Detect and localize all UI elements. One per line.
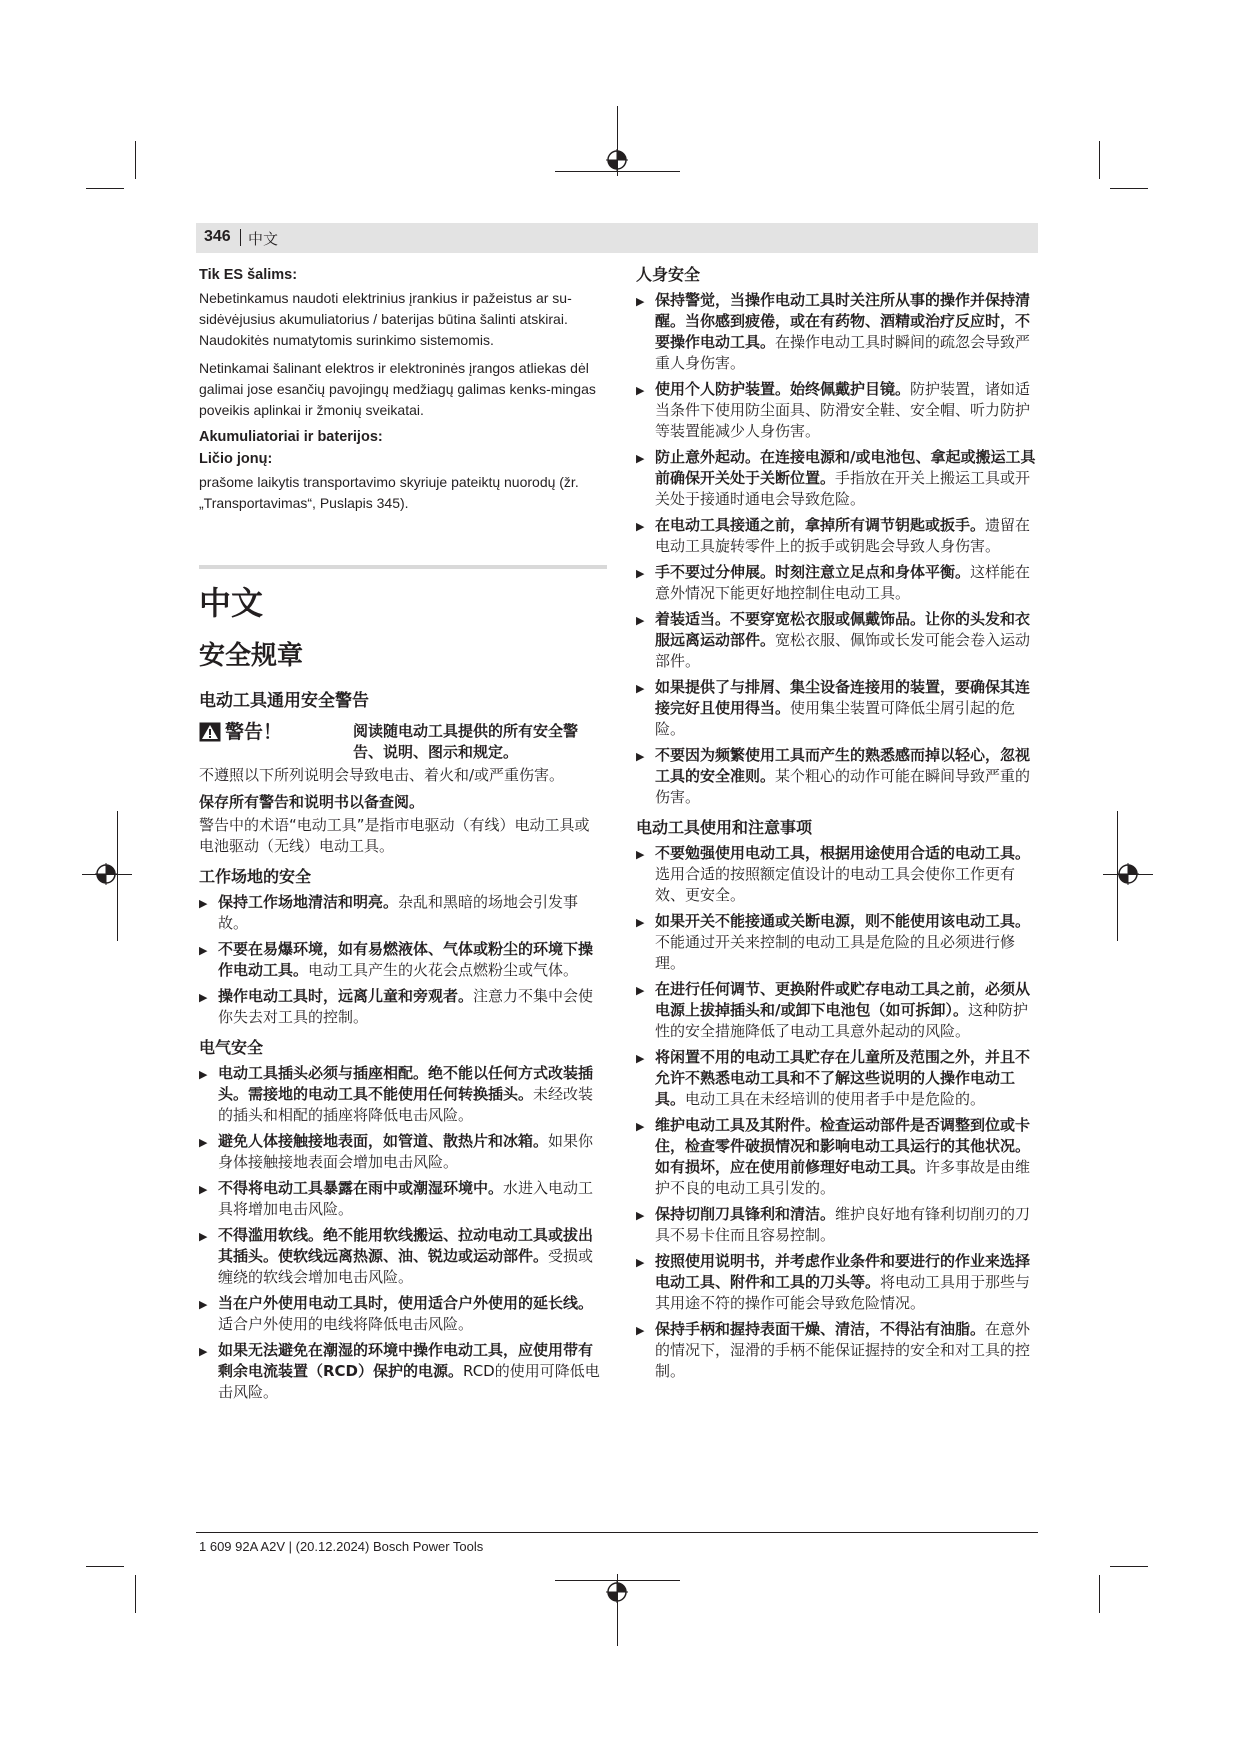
safety-item-detail: 适合户外使用的电线将降低电击风险。 [218,1315,474,1333]
bullet-arrow-icon: ▶ [199,1230,208,1243]
registration-mark-icon [1117,863,1139,885]
safety-item [636,379,1041,442]
warning-paragraph: 不遵照以下所列说明会导致电击、着火和/或严重伤害。 [199,766,565,784]
registration-line [117,811,118,941]
bullet-arrow-icon: ▶ [636,682,645,695]
header-divider [240,229,241,246]
safety-item-detail: 选用合适的按照额定值设计的电动工具会使你工作更有效、更安全。 [655,865,1016,904]
safety-item-text [655,1115,1041,1199]
safety-item-bold: 在电动工具接通之前，拿掉所有调节钥匙或扳手。 [655,516,986,534]
safety-item-detail: 遗留在电动工具旋转零件上的扳手或钥匙会导致人身伤害。 [655,516,1031,555]
term-definition: 警告中的术语“电动工具”是指市电驱动（有线）电动工具或电池驱动（无线）电动工具。 [199,816,590,855]
safety-item-bold: 电动工具插头必须与插座相配。绝不能以任何方式改装插头。需接地的电动工具不能使用任何转换插头。 [218,1064,594,1103]
crop-mark [86,188,124,189]
safety-item-text [655,1204,1041,1246]
safety-item-text [655,562,1041,604]
safety-item-detail: 手指放在开关上搬运工具或开关处于接通时通电会导致危险。 [655,469,1031,508]
eu-paragraph: Netinkamai šalinant elektros ir elektroninės įrangos atliekas dėl galimai jose esančių pavojingų medžiagų galimas kenks-mingas poveikis aplinkai ir žmonių sveikatai. [199,360,596,418]
bullet-arrow-icon: ▶ [636,1120,645,1133]
safety-item-text [655,1251,1041,1314]
bullet-arrow-icon: ▶ [636,520,645,533]
safety-item-bold: 不得将电动工具暴露在雨中或潮湿环境中。 [218,1179,504,1197]
bullet-arrow-icon: ▶ [199,991,208,1004]
subsection-heading: 人身安全 [636,265,701,284]
safety-item-bold: 保持警觉，当操作电动工具时关注所从事的操作并保持清醒。当你感到疲倦，或在有药物、酒精或治疗反应时，不要操作电动工具。 [655,291,1031,351]
crop-mark [1099,1575,1100,1613]
safety-item [636,1115,1041,1199]
safety-item-text [655,745,1041,808]
safety-item-detail: 维护良好地有锋利切削刃的刀具不易卡住而且容易控制。 [655,1205,1031,1244]
safety-item-bold: 保持切削刀具锋利和清洁。 [655,1205,836,1223]
safety-item-detail: 不能通过开关来控制的电动工具是危险的且必须进行修理。 [655,933,1016,972]
safety-item-detail: 未经改装的插头和相配的插座将降低电击风险。 [218,1085,594,1124]
bullet-arrow-icon: ▶ [199,1068,208,1081]
safety-item [199,1225,604,1288]
subsection-heading: 电气安全 [199,1038,264,1057]
safety-item-text [218,1178,604,1220]
warning-triangle-icon [199,722,221,742]
subsection-heading: 工作场地的安全 [199,867,312,886]
safety-item-text [218,892,604,934]
safety-item-text [655,609,1041,672]
battery-heading: Akumuliatoriai ir baterijos: [199,429,383,445]
safety-item [199,939,604,981]
safety-item-bold: 使用个人防护装置。始终佩戴护目镜。 [655,380,911,398]
safety-item [636,677,1041,740]
safety-item-text [655,1047,1041,1110]
language-label: 中文 [248,230,279,248]
safety-item-bold: 操作电动工具时，远离儿童和旁观者。 [218,987,474,1005]
safety-item [636,290,1041,374]
safety-item-text [218,986,604,1028]
safety-item-detail: 这种防护性的安全措施降低了电动工具意外起动的风险。 [655,1001,1028,1040]
bullet-arrow-icon: ▶ [636,1052,645,1065]
safety-item-detail: 水进入电动工具将增加电击风险。 [218,1179,594,1218]
safety-item [636,562,1041,604]
right-safety-sections [636,264,1041,1382]
safety-item-detail: 将电动工具用于那些与其用途不符的操作可能会导致危险情况。 [655,1273,1031,1312]
safety-item-detail: 在意外的情况下，湿滑的手柄不能保证握持的安全和对工具的控制。 [655,1320,1031,1380]
language-title: 中文 [199,584,264,622]
keep-instructions: 保存所有警告和说明书以备查阅。 [199,793,425,811]
safety-item [199,892,604,934]
safety-item-text [655,290,1041,374]
safety-item [199,1293,604,1335]
safety-item [636,1319,1041,1382]
safety-item-bold: 在进行任何调节、更换附件或贮存电动工具之前，必须从电源上拔掉插头和/或卸下电池包（如可拆卸）。 [655,980,1031,1019]
safety-item-detail: 在操作电动工具时瞬间的疏忽会导致严重人身伤害。 [655,333,1031,372]
safety-item-detail: 防护装置，诸如适当条件下使用防尘面具、防滑安全鞋、安全帽、听力防护等装置能减少人身伤害。 [655,380,1031,440]
safety-item-text [218,1293,604,1335]
safety-item-bold: 不得滥用软线。绝不能用软线搬运、拉动电动工具或拔出其插头。使软线远离热源、油、锐边或运动部件。 [218,1226,594,1265]
crop-mark [1099,141,1100,179]
safety-item-bold: 着装适当。不要穿宽松衣服或佩戴饰品。让你的头发和衣服远离运动部件。 [655,610,1031,649]
bullet-arrow-icon: ▶ [636,1324,645,1337]
safety-item-text [655,979,1041,1042]
crop-mark [135,141,136,179]
right-column [636,264,1041,1387]
safety-item [636,745,1041,808]
safety-item-detail: 杂乱和黑暗的场地会引发事故。 [218,893,579,932]
safety-item-bold: 手不要过分伸展。时刻注意立足点和身体平衡。 [655,563,971,581]
section-title: 安全规章 [199,641,304,671]
bullet-arrow-icon: ▶ [636,848,645,861]
warning-label: 警告！ [225,721,283,743]
safety-item-bold: 防止意外起动。在连接电源和/或电池包、拿起或搬运工具前确保开关处于关断位置。 [655,448,1036,487]
bullet-arrow-icon: ▶ [636,1209,645,1222]
safety-item-detail: 某个粗心的动作可能在瞬间导致严重的伤害。 [655,767,1031,806]
bullet-arrow-icon: ▶ [199,1298,208,1311]
safety-item-text [218,1131,604,1173]
safety-item-text [218,939,604,981]
bullet-arrow-icon: ▶ [636,750,645,763]
registration-mark-icon [606,149,628,171]
safety-item [636,843,1041,906]
subsection-heading: 电动工具使用和注意事项 [636,818,813,837]
bullet-arrow-icon: ▶ [636,295,645,308]
safety-item [199,986,604,1028]
safety-item-text [655,1319,1041,1382]
page-header [196,223,1038,253]
safety-item-bold: 当在户外使用电动工具时，使用适合户外使用的延长线。 [218,1294,594,1312]
safety-item-detail: 使用集尘装置可降低尘屑引起的危险。 [655,699,1016,738]
safety-item-bold: 避免人体接触接地表面，如管道、散热片和冰箱。 [218,1132,549,1150]
liion-paragraph: prašome laikytis transportavimo skyriuje pateiktų nuorodų (žr. „Transportavimas“, Puslapis 345). [199,474,579,511]
safety-item-detail: 电动工具在未经培训的使用者手中是危险的。 [685,1090,986,1108]
crop-mark [1110,188,1148,189]
safety-item-bold: 不要勉强使用电动工具，根据用途使用合适的电动工具。 [655,844,1031,862]
safety-item-text [218,1063,604,1126]
warning-text: 阅读随电动工具提供的所有安全警告、说明、图示和规定。 [353,722,579,761]
safety-item-text [655,843,1041,906]
safety-item-text [655,515,1041,557]
safety-item-detail: 如果你身体接触接地表面会增加电击风险。 [218,1132,594,1171]
safety-item [199,1063,604,1126]
safety-item [636,979,1041,1042]
safety-item-detail: 注意力不集中会使你失去对工具的控制。 [218,987,594,1026]
safety-item [636,1204,1041,1246]
safety-item-bold: 不要在易爆环境，如有易燃液体、气体或粉尘的环境下操作电动工具。 [218,940,594,979]
safety-item [199,1340,604,1403]
safety-item-bold: 保持工作场地清洁和明亮。 [218,893,399,911]
safety-item-text [655,677,1041,740]
footer-text: 1 609 92A A2V | (20.12.2024) Bosch Power Tools [199,1539,484,1554]
safety-item-bold: 保持手柄和握持表面干燥、清洁，不得沾有油脂。 [655,1320,986,1338]
crop-mark [1110,1566,1148,1567]
bullet-arrow-icon: ▶ [199,944,208,957]
left-safety-sections [199,866,604,1403]
registration-line [555,171,680,172]
bullet-arrow-icon: ▶ [636,1256,645,1269]
safety-item-detail: 许多事故是由维护不良的电动工具引发的。 [655,1158,1031,1197]
safety-item-text [218,1225,604,1288]
left-column [199,266,604,1408]
safety-item-bold: 如果开关不能接通或关断电源，则不能使用该电动工具。 [655,912,1031,930]
safety-item [636,911,1041,974]
registration-mark-icon [606,1581,628,1603]
safety-item-detail: 这样能在意外情况下能更好地控制住电动工具。 [655,563,1031,602]
safety-item-bold: 如果无法避免在潮湿的环境中操作电动工具，应使用带有剩余电流装置（RCD）保护的电源。 [218,1341,594,1380]
general-warning-heading: 电动工具通用安全警告 [199,691,369,711]
bullet-arrow-icon: ▶ [636,916,645,929]
bullet-arrow-icon: ▶ [199,1136,208,1149]
safety-item-detail: 电动工具产生的火花会点燃粉尘或气体。 [308,961,579,979]
safety-item-bold: 不要因为频繁使用工具而产生的熟悉感而掉以轻心，忽视工具的安全准则。 [655,746,1031,785]
safety-item [636,447,1041,510]
safety-item-text [655,911,1041,974]
safety-item [199,1178,604,1220]
bullet-arrow-icon: ▶ [199,1183,208,1196]
bullet-arrow-icon: ▶ [636,984,645,997]
safety-item [636,1047,1041,1110]
footer-divider [196,1532,1038,1533]
safety-item-bold: 将闲置不用的电动工具贮存在儿童所及范围之外，并且不允许不熟悉电动工具和不了解这些说明的人操作电动工具。 [655,1048,1031,1108]
registration-mark-icon [95,863,117,885]
safety-item-text [655,447,1041,510]
eu-paragraph: Nebetinkamus naudoti elektrinius įrankius ir pažeistus ar su-sidėvėjusius akumuliatorius / baterijas būtina šalinti atskirai. Naudokitės numatytomis surinkimo sistemomis. [199,290,572,348]
bullet-arrow-icon: ▶ [636,384,645,397]
safety-item [199,1131,604,1173]
safety-item [636,609,1041,672]
liion-heading: Ličio jonų: [199,451,273,467]
warning-block [199,721,604,763]
safety-item-bold: 按照使用说明书，并考虑作业条件和要进行的作业来选择电动工具、附件和工具的刀头等。 [655,1252,1031,1291]
safety-item [636,515,1041,557]
safety-item-bold: 维护电动工具及其附件。检查运动部件是否调整到位或卡住，检查零件破损情况和影响电动工具运行的其他状况。如有损坏，应在使用前修理好电动工具。 [655,1116,1031,1176]
bullet-arrow-icon: ▶ [199,1345,208,1358]
eu-heading: Tik ES šalims: [199,267,298,283]
crop-mark [135,1575,136,1613]
safety-item [636,1251,1041,1314]
safety-item-bold: 如果提供了与排屑、集尘设备连接用的装置，要确保其连接完好且使用得当。 [655,678,1031,717]
safety-item-text [655,379,1041,442]
safety-item-detail: 宽松衣服、佩饰或长发可能会卷入运动部件。 [655,631,1031,670]
bullet-arrow-icon: ▶ [199,897,208,910]
safety-item-text [218,1340,604,1403]
safety-item-detail: RCD的使用可降低电击风险。 [218,1362,600,1401]
crop-mark [86,1566,124,1567]
page-number: 346 [204,228,231,245]
bullet-arrow-icon: ▶ [636,567,645,580]
safety-item-detail: 受损或缠绕的软线会增加电击风险。 [218,1247,594,1286]
warning-badge [199,721,353,743]
bullet-arrow-icon: ▶ [636,614,645,627]
section-divider [199,565,607,569]
bullet-arrow-icon: ▶ [636,452,645,465]
